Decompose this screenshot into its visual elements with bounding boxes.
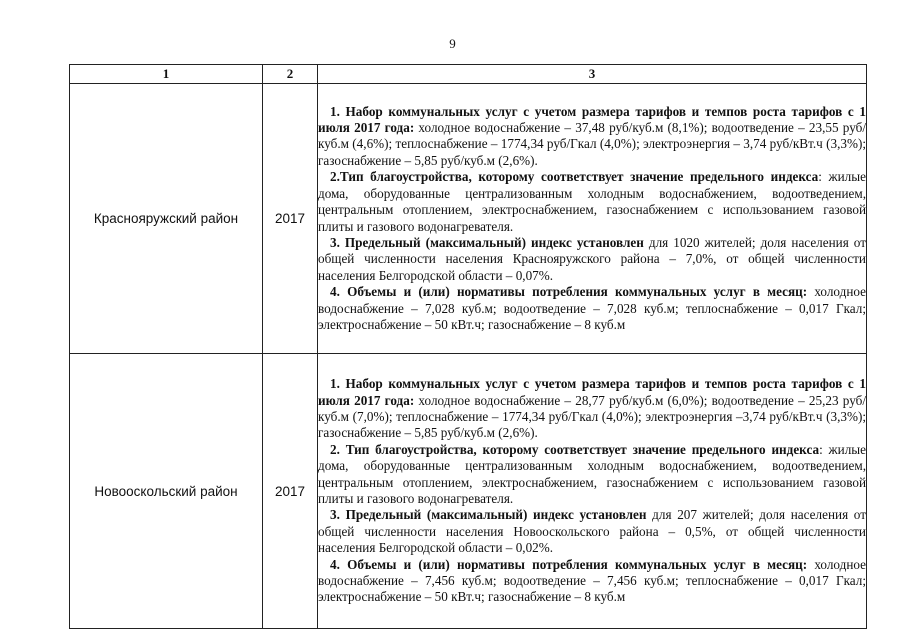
paragraph-max-index — [318, 235, 866, 284]
year-cell: 2017 — [263, 354, 318, 629]
paragraph-text: холодное водоснабжение – 37,48 руб/куб.м (8,1%); водоотведение – 23,55 руб/куб.м (4,6%); теплоснабжение – 1774,34 руб/Гкал (4,0%); электроэнергия – 3,74 руб/кВт.ч (3,3%); газоснабжение – 5,85 руб/куб.м (2,6%). — [318, 120, 866, 168]
paragraph-tariffs — [318, 104, 866, 170]
paragraph-heading: 4. Объемы и (или) нормативы потребления коммунальных услуг в месяц: — [330, 556, 808, 572]
paragraph-heading: 4. Объемы и (или) нормативы потребления коммунальных услуг в месяц: — [330, 284, 808, 300]
paragraph-text: : жилые дома, оборудованные централизованным холодным водоснабжением, водоотведением, центральным отоплением, электроснабжением, газоснабжением с использованием газовой плиты и газового водонагревателя. — [318, 169, 866, 234]
paragraph-tariffs — [318, 376, 866, 442]
paragraph-heading: 2. Тип благоустройства, которому соответствует значение предельного индекса — [330, 441, 820, 457]
page-number: 9 — [449, 36, 456, 51]
paragraph-heading: 1. Набор коммунальных услуг с учетом размера тарифов и темпов роста тарифов с 1 июля 2017 года: — [318, 376, 866, 408]
paragraph-improvement-type — [318, 442, 866, 508]
paragraph-text: для 1020 жителей; доля населения от общей численности населения Краснояружского района – 7,0%, от общей численности населения Белгородской области – 0,07%. — [318, 234, 866, 283]
table-row — [70, 84, 867, 354]
paragraph-text: холодное водоснабжение – 28,77 руб/куб.м (6,0%); водоотведение – 25,23 руб/куб.м (7,0%); теплоснабжение – 1774,34 руб/Гкал (4,0%); электроэнергия –3,74 руб/кВт.ч (3,3%); газоснабжение – 5,85 руб/куб.м (2,6%). — [318, 392, 866, 441]
paragraph-text: холодное водоснабжение – 7,028 куб.м; водоотведение – 7,028 куб.м; теплоснабжение – 0,017 Гкал; электроснабжение – 50 кВт.ч; газоснабжение – 8 куб.м — [318, 284, 867, 332]
paragraph-text: холодное водоснабжение – 7,456 куб.м; водоотведение – 7,456 куб.м; теплоснабжение – 0,017 Гкал; электроснабжение – 50 кВт.ч; газоснабжение – 8 куб.м — [318, 556, 867, 605]
paragraph-text: для 207 жителей; доля населения от общей численности населения Новооскольского района – 0,5%, от общей численности населения Белгородской области – 0,02%. — [318, 507, 866, 556]
description-cell — [318, 84, 867, 354]
paragraph-max-index — [318, 507, 866, 556]
paragraph-text: : жилые дома, оборудованные централизованным холодным водоснабжением, водоотведением, центральным отоплением, электроснабжением, газоснабжением с использованием газовой плиты и газового водонагревателя. — [318, 441, 866, 506]
paragraph-improvement-type — [318, 169, 866, 235]
paragraph-consumption — [318, 557, 866, 606]
paragraph-consumption — [318, 284, 866, 333]
description-cell — [318, 354, 867, 629]
column-header-1: 1 — [70, 65, 263, 84]
table-row — [70, 354, 867, 629]
year-cell: 2017 — [263, 84, 318, 354]
column-header-2: 2 — [263, 65, 318, 84]
paragraph-heading: 3. Предельный (максимальный) индекс установлен — [330, 507, 647, 523]
paragraph-heading: 1. Набор коммунальных услуг с учетом размера тарифов и темпов роста тарифов с 1 июля 2017 года: — [318, 103, 866, 136]
district-name: Новооскольский район — [70, 354, 263, 629]
district-name: Краснояружский район — [70, 84, 263, 354]
paragraph-heading: 2.Тип благоустройства, которому соответствует значение предельного индекса — [330, 169, 819, 185]
tariff-table — [69, 64, 867, 629]
paragraph-heading: 3. Предельный (максимальный) индекс установлен — [330, 234, 644, 250]
table-header-row — [70, 65, 867, 84]
column-header-3: 3 — [318, 65, 867, 84]
